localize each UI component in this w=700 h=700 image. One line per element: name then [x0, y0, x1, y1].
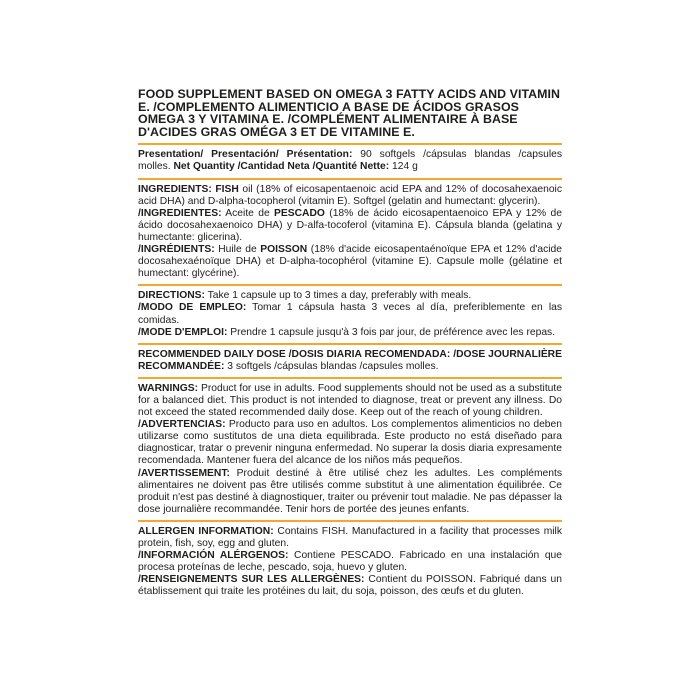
directions-es-text: Tomar 1 cápsula hasta 3 veces al día, preferiblemente en las comidas.: [138, 302, 563, 326]
presentation-label: Presentation/ Presentación/ Présentation:: [138, 149, 353, 161]
ingredients-fr-allergen: POISSON: [260, 244, 308, 256]
ingredients-es-text: (18% de ácido eicosapentaenoico EPA y 12% de ácido docosahexaenoico DHA) y D-alfa-tocoferol (vitamina E). Cápsula blanda (gelatina y humectante: glicerina).: [138, 207, 562, 243]
warnings-fr-text: Produit destiné à être utilisé chez les adultes. Les compléments alimentaires ne doivent pas être utilisés comme substitut à une alimentation équilibrée. Ce produit n'est pas destiné à diagnostiquer, traiter ou prévenir tout maladie. Ne pas dépasser la dose journalière recommandée. Tenir hors de portée des jeunes enfants.: [138, 467, 562, 515]
allergen-fr-label: /RENSEIGNEMENTS SUR LES ALLERGÈNES:: [138, 574, 365, 586]
ingredients-section: [138, 184, 562, 281]
ingredients-fr-pre: Huile de: [214, 244, 261, 256]
ingredients-fr-label: /INGRÉDIENTS:: [138, 244, 215, 256]
ingredients-es-pre: Aceite de: [221, 207, 275, 219]
ingredients-en-label: INGREDIENTS: FISH: [138, 183, 239, 195]
allergen-fr-text: Contient du POISSON. Fabriqué dans un établissement qui traite les protéines du lait, du soja, poisson, des œufs et du gluten.: [138, 574, 562, 598]
directions-fr-label: /MODE D'EMPLOI:: [138, 326, 228, 338]
section-divider: [138, 377, 562, 379]
product-title: FOOD SUPPLEMENT BASED ON OMEGA 3 FATTY ACIDS AND VITAMIN E. /COMPLEMENTO ALIMENTICIO A BASE DE ÁCIDOS GRASOS OMEGA 3 Y VITAMINA E. /COMPLÉMENT ALIMENTAIRE À BASE D'ACIDES GRAS OMÉGA 3 ET DE VITAMINE E.: [138, 88, 562, 145]
presentation-section: [138, 149, 562, 173]
net-quantity-label: Net Quantity /Cantidad Neta /Quantité Nette:: [173, 161, 390, 173]
warnings-en-label: WARNINGS:: [138, 382, 199, 394]
warnings-fr-label: /AVERTISSEMENT:: [138, 467, 230, 479]
allergen-es-text: Contiene PESCADO. Fabricado en una instalación que procesa proteínas de leche, pescado, soja, huevo y gluten.: [138, 550, 562, 574]
ingredients-es-label: /INGREDIENTES:: [138, 207, 222, 219]
supplement-label: [138, 88, 562, 598]
allergen-section: [138, 526, 562, 599]
section-divider: [138, 284, 562, 286]
daily-dose-section: [138, 349, 562, 373]
presentation-text: 90 softgels /cápsulas blandas /capsules molles.: [138, 149, 562, 173]
allergen-es-label: /INFORMACIÓN ALÉRGENOS:: [138, 550, 289, 562]
section-divider: [138, 343, 562, 345]
warnings-es-text: Producto para uso en adultos. Los complementos alimenticios no deben utilizarse como sustitutos de una dieta equilibrada. Este producto no está diseñado para diagnosticar, tratar o prevenir ninguna enfermedad. No superar la dosis diaria expresamente recomendada. Mantener fuera del alcance de los niños más pequeños.: [138, 419, 562, 467]
directions-fr-text: Prendre 1 capsule jusqu'à 3 fois par jour, de préférence avec les repas.: [227, 326, 556, 338]
directions-en-text: Take 1 capsule up to 3 times a day, preferably with meals.: [204, 290, 472, 302]
warnings-section: [138, 383, 562, 516]
allergen-en-text: Contains FISH. Manufactured in a facility that processes milk protein, fish, soy, egg and gluten.: [138, 525, 562, 549]
ingredients-en-text: oil (18% of eicosapentaenoic acid EPA and 12% of docosahexaenoic acid DHA) and D-alpha-tocopherol (vitamin E). Softgel (gelatin and humectant: glycerin).: [138, 183, 562, 207]
directions-es-label: /MODO DE EMPLEO:: [138, 302, 247, 314]
directions-section: [138, 290, 562, 338]
directions-en-label: DIRECTIONS:: [138, 290, 205, 302]
dose-label: RECOMMENDED DAILY DOSE /DOSIS DIARIA RECOMENDADA: /DOSE JOURNALIÈRE RECOMMANDÉE:: [138, 348, 562, 372]
ingredients-es-allergen: PESCADO: [274, 207, 325, 219]
warnings-en-text: Product for use in adults. Food supplements should not be used as a substitute for a balanced diet. This product is not intended to diagnose, treat or prevent any illness. Do not exceed the stated recommended daily dose. Keep out of the reach of young children.: [138, 382, 562, 419]
net-quantity-value: 124 g: [389, 161, 418, 173]
warnings-es-label: /ADVERTENCIAS:: [138, 419, 226, 431]
ingredients-fr-text: (18% d'acide eicosapentaénoïque EPA et 12% d'acide docosahexaénoïque DHA) et D-alpha-tocophérol (vitamine E). Capsule molle (gélatine et humectant: glycérine).: [138, 244, 562, 280]
section-divider: [138, 520, 562, 522]
section-divider: [138, 178, 562, 180]
allergen-en-label: ALLERGEN INFORMATION:: [138, 525, 274, 537]
dose-text: 3 softgels /cápsulas blandas /capsules molles.: [224, 360, 439, 372]
